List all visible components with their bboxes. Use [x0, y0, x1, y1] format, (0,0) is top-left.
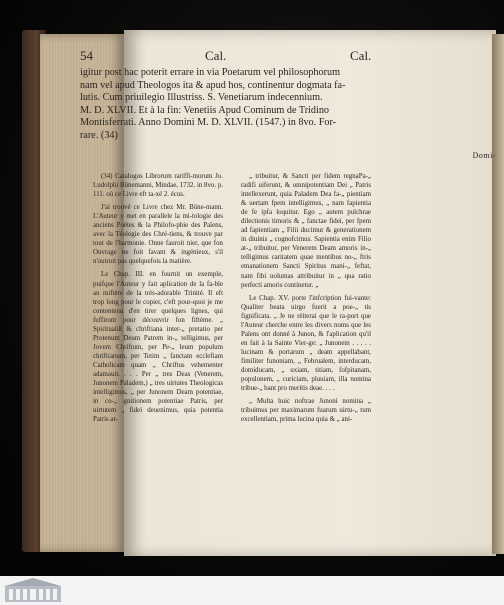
running-head-left: Cal.	[205, 48, 227, 63]
entry-line: rare. (34)	[80, 129, 118, 141]
catchword: Domi-	[472, 151, 496, 160]
paragraph: J'ai trouvé ce Livre chez Mr. Büne-mann. L'Auteur y met en parallele la mi-tologie des anciens Poëtes & la Philofo-phie des Païens, avec la Téologie des Chré-tiens, & trouve par tout de l'harmonie. Onne fauroit nier, que fon Ouvrage ne foit favant & ingénieux, s'il n'outroit pas quelquefois la matière.	[93, 204, 223, 266]
left-column	[93, 172, 223, 428]
facing-page-edge	[492, 34, 504, 554]
library-building-icon	[4, 576, 62, 603]
entry-line: igitur post hac poterit errare in via Poetarum vel philosophorum	[80, 67, 341, 78]
running-head-right: Cal.	[350, 48, 372, 63]
paragraph: „ Multa huic noftrae Junoni nomina „ tribuimus per maximarum fuarum uirtu-„ tum excellentiam, prima lucina quia & „ ani-	[241, 398, 371, 424]
entry-line: M. D. XLVII. Et à la fin: Venetiis Apud Cominum de Tridino	[80, 104, 330, 116]
paragraph: (34) Catalogus Librorum rariffi-morum Jo. Ludolphi Bünemanni, Mindae, 1732. in 8vo. p. 111. où ce Livre eft ta-xé 2. écus.	[93, 173, 223, 199]
entry-line: Montisferrati. Anno Domini M. D. XLVII. (1547.) in 8vo. For-	[80, 117, 337, 129]
paragraph: Le Chap. XV. porte l'infcription fui-vante: Qualiter beata uirgo fuerit a poe-„ tis fignificata. „ Je ne réiterai que le ra-port que l'Auteur cherche entre les divers noms que les Païens ont donné à Junon, & l'aplication qu'il en fait à la Sainte Vier-ge: „ Junonem . . . . . lucinam & portarum „ deam appellabant, fimiliter funoniam, „ Februalem, interducam, domiducam, „ uxiam, titiam, fofpitanam, populonem, „ curiciam, pluuiam, illa nomina tribue-„ bant pro meritis deae. . . .	[241, 294, 371, 393]
bibliographic-entry	[80, 67, 372, 143]
right-column	[241, 172, 371, 428]
entry-line: lutis. Cum priuilegio Illustriss. S. Venetiarum indecennium.	[80, 92, 323, 104]
entry-line: nam vel apud Theologos ita & apud hos, continentur dogmata fa-	[80, 79, 346, 91]
paragraph: „ tribuitur, & Sancti per fidem regnaPa-„ radifi uiferunt, & omnipotentiam Dei „ Patris intellexerunt, quia Paladem Dea fa-„ pientiam & uertam fpem intelligimus, „ nam fapientia de fe ipfa loquitur. Ego „ autem pulchrae dilectionis timoris & „ fanctae fidei, per fpem ad fapientiam „ Filii ducimur & generationem in diuinis „ cognofcimus. Sapientia enim Filio at-„ tribuitur, per Venerem Deam amoris in-„ telligimus caritatem quae mentibus no-„ ftris emanationem Sancti Spiritus mani-„ feftat, nam fibi uoluntas attribuitur in „ qua ratio perfecti amoris continetur. „	[241, 173, 371, 289]
library-footer-bar	[0, 576, 504, 605]
paragraph: Le Chap. III. en fournit un exemple, puifque l'Auteur y fait aplication de la fa-ble au miftère de la très-adorable Trinité. Il eft trop long pour le copier, c'eft pour-quoi je me contenterai d'en tirer quelques lignes, qui fuffiront pour découvrir fon fiftème. „ Spiritualiß & chriftiana inter-„ pretatio per Protenum Deum Patrem in-„ telligimus, per Jovem Chriftum, per Pe-„ leum populum chriftianum, per Tetim „ fanctam ecclefiam Catholicam quam „ Chriftus vehementer adamauit. . . . Per „ tres Deas (Venerem, Junonem Paladem,) „ tres uirtutes Theologicas intelligimus, „ per Junonem Deam potentiae, in co-„ gnitionem potentiae Patris, per uirtutem „ fidei deuenimus, quia potentia Patris at-	[93, 271, 223, 424]
running-head	[80, 48, 484, 64]
page-number: 54	[80, 48, 93, 63]
